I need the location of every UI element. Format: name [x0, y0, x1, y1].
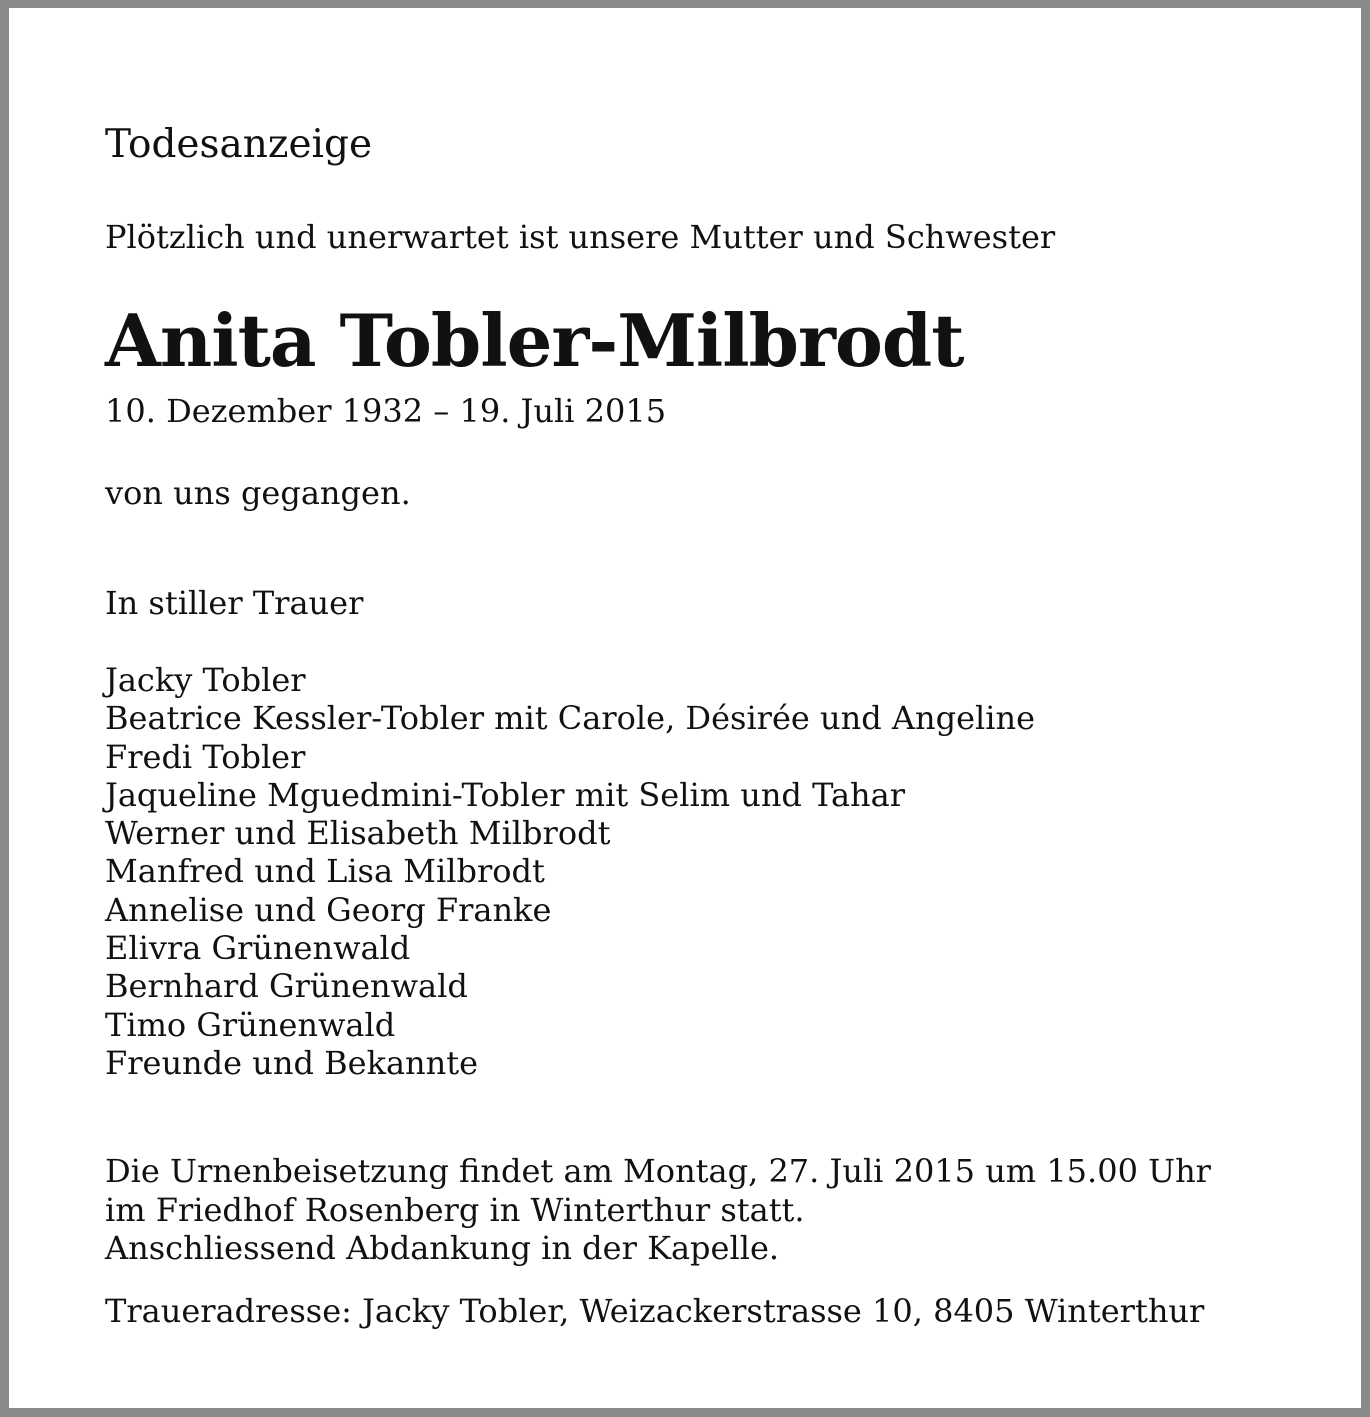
life-dates: 10. Dezember 1932 – 19. Juli 2015 [105, 392, 667, 430]
intro-text: Plötzlich und unerwartet ist unsere Mutter und Schwester [105, 218, 1056, 256]
mourning-line: In stiller Trauer [105, 584, 364, 622]
mourning-address: Traueradresse: Jacky Tobler, Weizackerstrasse 10, 8405 Winterthur [105, 1292, 1205, 1330]
mourner-item: Fredi Tobler [105, 737, 306, 776]
mourner-item: Jacky Tobler [105, 661, 306, 699]
mourner-item: Bernhard Grünenwald [105, 967, 468, 1006]
notice-heading: Todesanzeige [105, 122, 373, 167]
mourner-list [105, 661, 1035, 1082]
mourner-item: Beatrice Kessler-Tobler mit Carole, Désirée und Angeline [105, 699, 1036, 738]
mourner-item: Jaqueline Mguedmini-Tobler mit Selim und Tahar [105, 775, 905, 814]
mourner-item: Freunde und Bekannte [105, 1043, 479, 1082]
mourner-item: Manfred und Lisa Milbrodt [105, 852, 545, 891]
mourner-item: Timo Grünenwald [105, 1005, 396, 1044]
passed-text: von uns gegangen. [105, 474, 411, 512]
ceremony-info [105, 1152, 1211, 1268]
mourner-item: Werner und Elisabeth Milbrodt [105, 814, 611, 853]
ceremony-line: Die Urnenbeisetzung findet am Montag, 27. Juli 2015 um 15.00 Uhr [105, 1152, 1211, 1190]
deceased-name: Anita Tobler-Milbrodt [105, 298, 964, 383]
mourner-item: Annelise und Georg Franke [105, 890, 552, 929]
ceremony-line: Anschliessend Abdankung in der Kapelle. [105, 1229, 780, 1267]
ceremony-line: im Friedhof Rosenberg in Winterthur statt. [105, 1190, 805, 1229]
mourner-item: Elivra Grünenwald [105, 929, 411, 968]
